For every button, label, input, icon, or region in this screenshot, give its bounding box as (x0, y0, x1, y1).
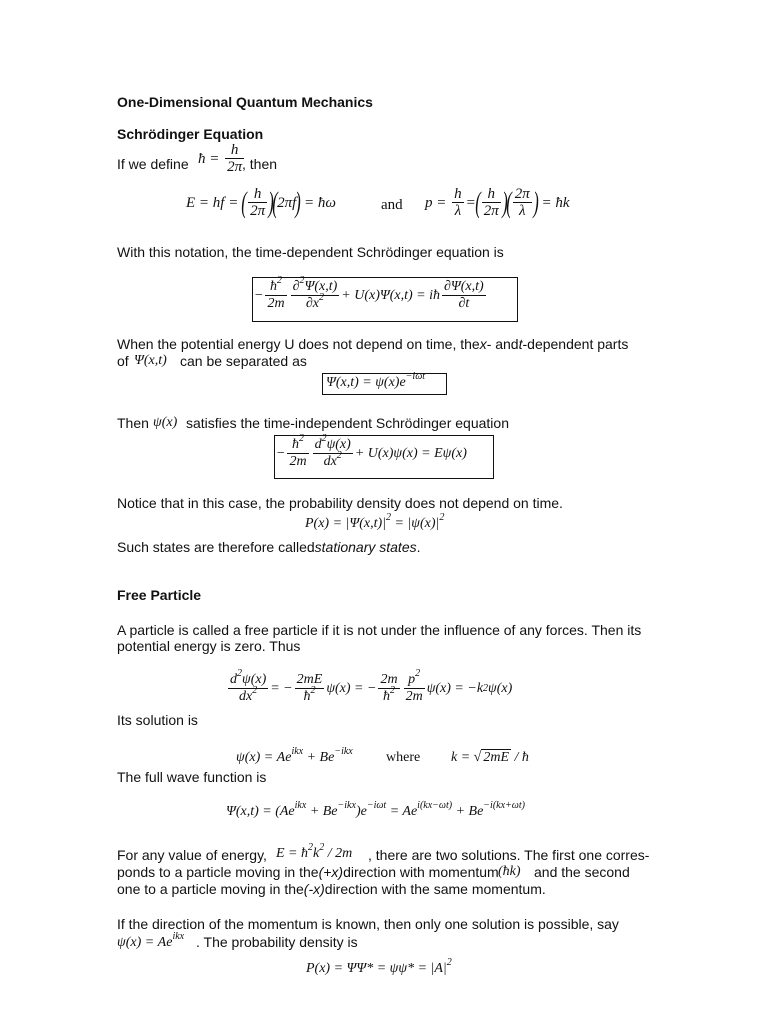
psi-x-inline: ψ(x) (153, 415, 178, 430)
section-heading-schrodinger: Schrödinger Equation (117, 126, 264, 142)
momentum-equation: p = $\frac{h}{\lambda}$ = ( $\frac{h}{2\pi}$ ) ( $\frac{2\pi}{\lambda}$ ) = ħk (425, 185, 570, 219)
time-independent-equation: − $\frac{ħ^2}{2m}$ $\frac{d^2\psi(x)}{dx^2}$ + U(x)ψ(x) = Eψ(x) (276, 433, 467, 469)
define-prefix: If we define (117, 156, 189, 172)
separation-line-2a: of (117, 353, 129, 369)
direction-text-2: . The probability density is (196, 934, 358, 950)
psi-xt-inline: Ψ(x,t) (134, 353, 167, 368)
energy-text-1b: , there are two solutions. The first one corres- (368, 847, 650, 863)
separation-line-1: When the potential energy U does not depend on time, the x - and t -dependent parts (117, 336, 629, 352)
energy-text-3: one to a particle moving in the (-x) direction with the same momentum. (117, 881, 546, 897)
page-title: One-Dimensional Quantum Mechanics (117, 94, 373, 110)
full-wavefunction-text: The full wave function is (117, 769, 267, 785)
define-suffix: , then (242, 156, 278, 172)
section-heading-free-particle: Free Particle (117, 587, 202, 603)
single-solution-inline: $\psi(x) = Ae^{ikx}$ (117, 931, 185, 950)
notation-text: With this notation, the time-dependent Schrödinger equation is (117, 244, 504, 260)
separation-line-2b: can be separated as (180, 353, 307, 369)
stationary-text: Such states are therefore called stationary states . (117, 539, 421, 555)
then-text-b: satisfies the time-independent Schrödinger equation (186, 415, 509, 431)
solution-equation: $\psi(x) = Ae^{ikx} + Be^{-ikx}$ (236, 746, 353, 765)
then-text-a: Then (117, 415, 149, 431)
where-word: where (386, 750, 421, 765)
and-word: and (381, 197, 403, 213)
free-probability-density-equation: $P(x) = \Psi\Psi* = \psi\psi* = |A|^2$ (306, 957, 452, 976)
energy-inline-equation: $E = ħ^2k^2 / 2m$ (276, 842, 353, 861)
momentum-inline: (ħk) (498, 864, 521, 879)
free-particle-text-2: potential energy is zero. Thus (117, 638, 301, 654)
solution-text: Its solution is (117, 712, 198, 728)
direction-text-1: If the direction of the momentum is known, then only one solution is possible, say (117, 916, 619, 932)
energy-text-2d: and the second (534, 864, 630, 880)
wavenumber-equation: k = √ 2mE / ħ (451, 750, 529, 765)
energy-equation: E = hf = ( $\frac{h}{2\pi}$ ) ( 2πf ) = ħω (186, 185, 336, 219)
time-dependent-equation: − $\frac{ħ^2}{2m}$ $\frac{\partial^2\Psi(x,t)}{\partial x^2}$ + U(x)Ψ(x,t) = iħ $\frac{\partial\Psi(x,t)}{\partial t}$ (254, 275, 484, 311)
separation-equation: $\Psi(x,t) = \psi(x)e^{-i\omega t}$ (326, 371, 426, 390)
full-wavefunction-equation: $\Psi(x,t) = (Ae^{ikx} + Be^{-ikx})e^{-i\omega t} = Ae^{i(kx-\omega t)} + Be^{-i(kx+\omega t)}$ (226, 800, 525, 819)
energy-text-2: ponds to a particle moving in the (+x) direction with momentum (117, 864, 499, 880)
probability-density-equation: $P(x) = |\Psi(x,t)|^2 = |\psi(x)|^2$ (305, 512, 445, 531)
free-particle-equation: $\frac{d^2\psi(x)}{dx^2}$ = − $\frac{2mE}{ħ^2}$ ψ(x) = − $\frac{2m}{ħ^2}$ $\frac{p^2}{2m}$ ψ(x) = −k 2 ψ(x) (230, 668, 513, 704)
hbar-definition: ħ = $\frac{h}{2\pi}$ (198, 142, 243, 175)
free-particle-text-1: A particle is called a free particle if it is not under the influence of any forces. Then its (117, 622, 642, 638)
energy-text-1a: For any value of energy, (117, 847, 267, 863)
notice-text: Notice that in this case, the probability density does not depend on time. (117, 495, 563, 511)
